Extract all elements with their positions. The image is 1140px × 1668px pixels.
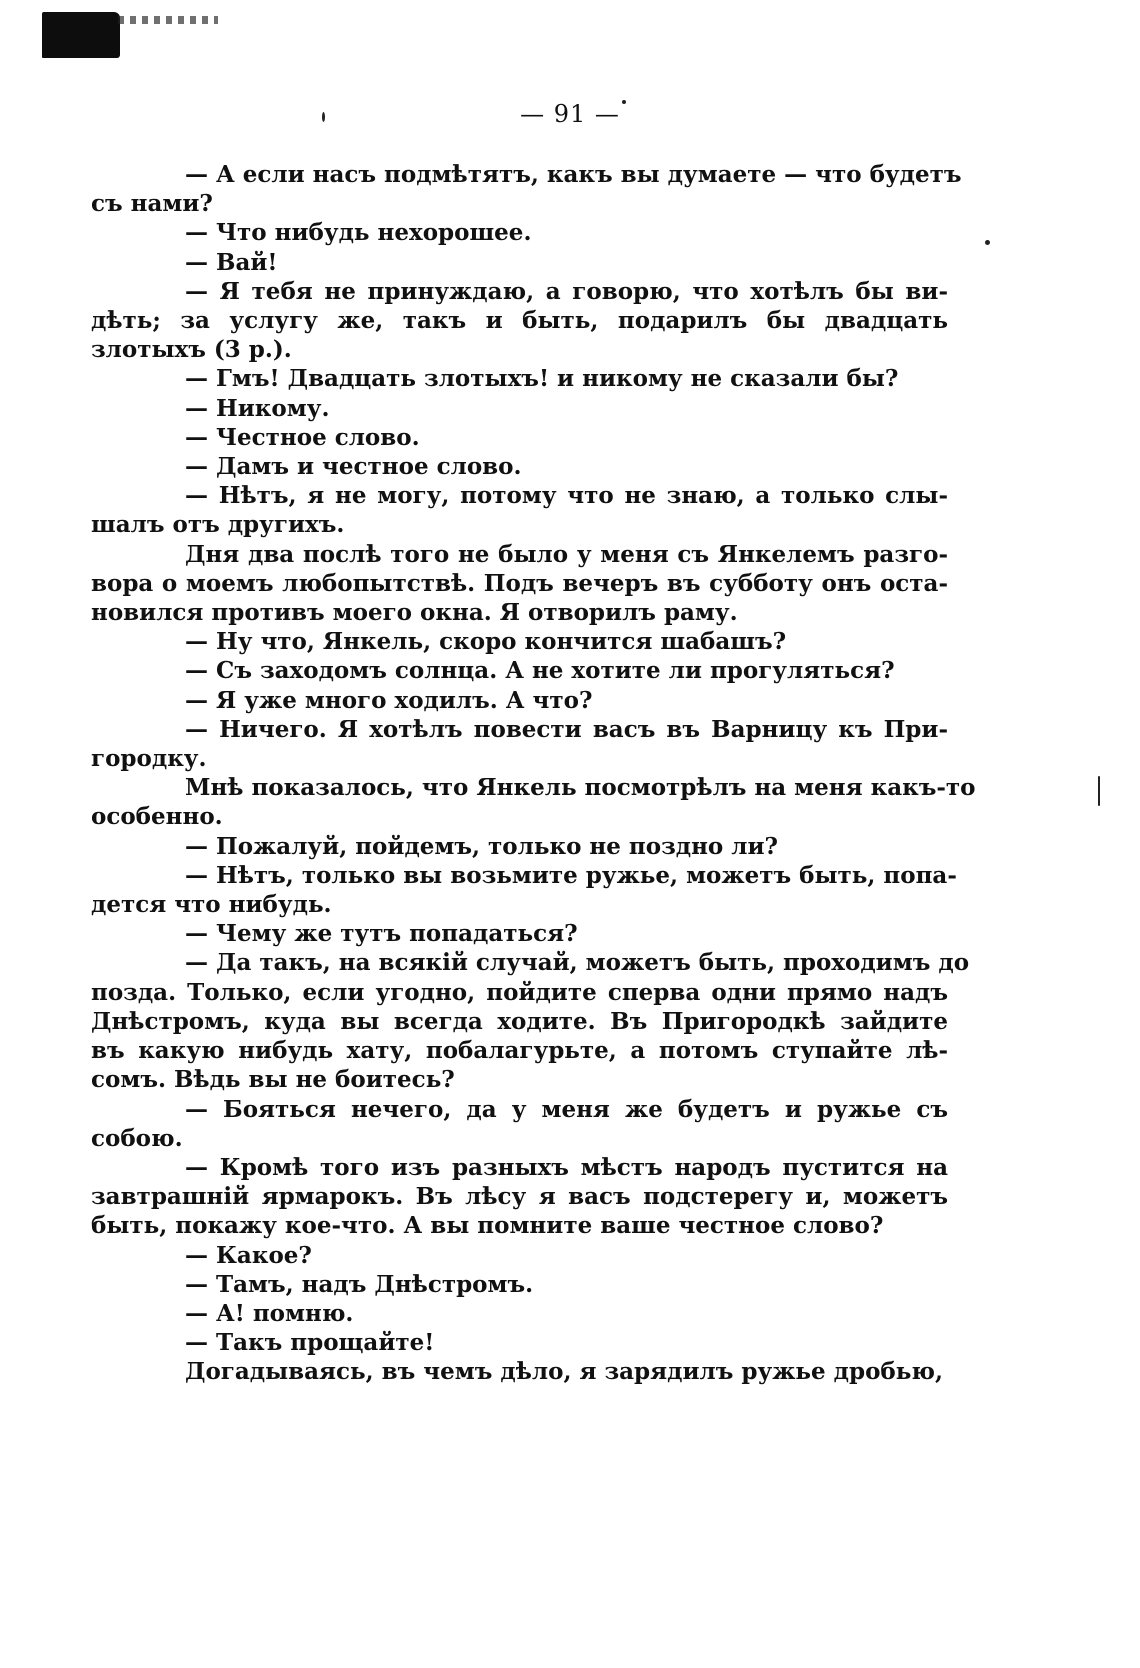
text-line: — Что нибудь нехорошее. — [185, 219, 532, 247]
text-line: городку. — [91, 745, 207, 773]
text-line: — Никому. — [185, 394, 330, 422]
text-line: — Тамъ, надъ Днѣстромъ. — [185, 1270, 534, 1298]
text-line: — Да такъ, на всякій случай, можетъ быть, проходимъ до — [185, 949, 970, 977]
paragraph — [91, 160, 962, 218]
paragraph — [138, 423, 948, 452]
text-line: новился противъ моего окна. Я отворилъ раму. — [91, 599, 738, 627]
text-line: — Пожалуй, пойдемъ, только не поздно ли? — [185, 832, 779, 860]
text-line: злотыхъ (3 р.). — [91, 336, 292, 364]
paragraph — [138, 656, 948, 685]
text-line: — Ну что, Янкель, скоро кончится шабашъ? — [185, 628, 787, 656]
text-line: дется что нибудь. — [91, 891, 332, 919]
text-line: — Бояться нечего, да у меня же будетъ и ружье съ — [185, 1095, 948, 1123]
text-line: съ нами? — [91, 190, 213, 218]
paragraph — [138, 919, 948, 948]
text-line: Дня два послѣ того не было у меня съ Янкелемъ разго- — [185, 540, 948, 568]
text-line: — Чему же тутъ попадаться? — [185, 920, 578, 948]
paragraph — [91, 277, 948, 365]
paragraph — [91, 1095, 948, 1153]
paragraph — [138, 248, 948, 277]
text-line: — Вай! — [185, 248, 278, 276]
text-line: — А! помню. — [185, 1299, 354, 1327]
text-line: — Какое? — [185, 1241, 312, 1269]
paragraph — [138, 627, 948, 656]
text-line: сомъ. Вѣдь вы не боитесь? — [91, 1066, 455, 1094]
text-line: — Такъ прощайте! — [185, 1329, 435, 1357]
paragraph — [91, 1153, 948, 1241]
text-line: — А если насъ подмѣтятъ, какъ вы думаете — что будетъ — [185, 161, 962, 188]
text-line: дѣть; за услугу же, такъ и быть, подарилъ бы двадцать — [91, 307, 948, 335]
text-line: — Дамъ и честное слово. — [185, 453, 522, 481]
paragraph — [138, 832, 948, 861]
text-line: Днѣстромъ, куда вы всегда ходите. Въ Пригородкѣ зайдите — [91, 1007, 948, 1035]
paragraph — [138, 452, 948, 481]
text-line: шалъ отъ другихъ. — [91, 511, 345, 539]
speck — [985, 240, 990, 245]
paragraph — [91, 773, 976, 831]
paragraph — [138, 1328, 948, 1357]
text-line: — Я уже много ходилъ. А что? — [185, 686, 593, 714]
text-line: — Нѣтъ, только вы возьмите ружье, можетъ быть, попа- — [185, 861, 957, 889]
text-line: собою. — [91, 1124, 183, 1152]
text-line: быть, покажу кое-что. А вы помните ваше честное слово? — [91, 1212, 884, 1240]
text-line: — Нѣтъ, я не могу, потому что не знаю, а только слы- — [185, 482, 948, 510]
text-line: позда. Только, если угодно, пойдите сперва одни прямо надъ — [91, 978, 948, 1006]
paragraph — [91, 861, 957, 919]
paragraph — [138, 1241, 948, 1270]
paragraph — [138, 218, 948, 247]
body-text — [91, 160, 976, 1387]
paragraph — [138, 686, 948, 715]
text-line: завтрашній ярмарокъ. Въ лѣсу я васъ подстерегу и, можетъ — [91, 1183, 948, 1211]
text-line: вора о моемъ любопытствѣ. Подъ вечеръ въ субботу онъ оста- — [91, 569, 948, 597]
speck — [1098, 776, 1100, 806]
paragraph — [91, 540, 948, 628]
text-line: Догадываясь, въ чемъ дѣло, я зарядилъ ружье дробью, — [185, 1358, 943, 1386]
text-line: — Честное слово. — [185, 423, 420, 451]
text-line: — Кромѣ того изъ разныхъ мѣстъ народъ пустится на — [185, 1153, 948, 1181]
text-line: особенно. — [91, 803, 223, 831]
ink-smudge — [118, 16, 218, 24]
text-line: — Съ заходомъ солнца. А не хотите ли прогуляться? — [185, 657, 895, 685]
paragraph — [91, 948, 970, 1094]
ink-blot — [42, 12, 120, 58]
paragraph — [138, 1270, 948, 1299]
paragraph — [138, 394, 948, 423]
text-line: — Я тебя не принуждаю, а говорю, что хотѣлъ бы ви- — [185, 277, 948, 305]
paragraph — [138, 1357, 948, 1386]
text-line: — Ничего. Я хотѣлъ повести васъ въ Варницу къ При- — [185, 715, 948, 743]
paragraph — [138, 364, 948, 393]
paragraph — [91, 715, 948, 773]
paragraph — [91, 481, 948, 539]
text-line: Мнѣ показалось, что Янкель посмотрѣлъ на меня какъ-то — [185, 774, 976, 802]
paragraph — [138, 1299, 948, 1328]
text-line: — Гмъ! Двадцать злотыхъ! и никому не сказали бы? — [185, 365, 899, 393]
page-number: — 91 — — [520, 100, 620, 128]
text-line: въ какую нибудь хату, побалагурьте, а потомъ ступайте лѣ- — [91, 1037, 948, 1065]
